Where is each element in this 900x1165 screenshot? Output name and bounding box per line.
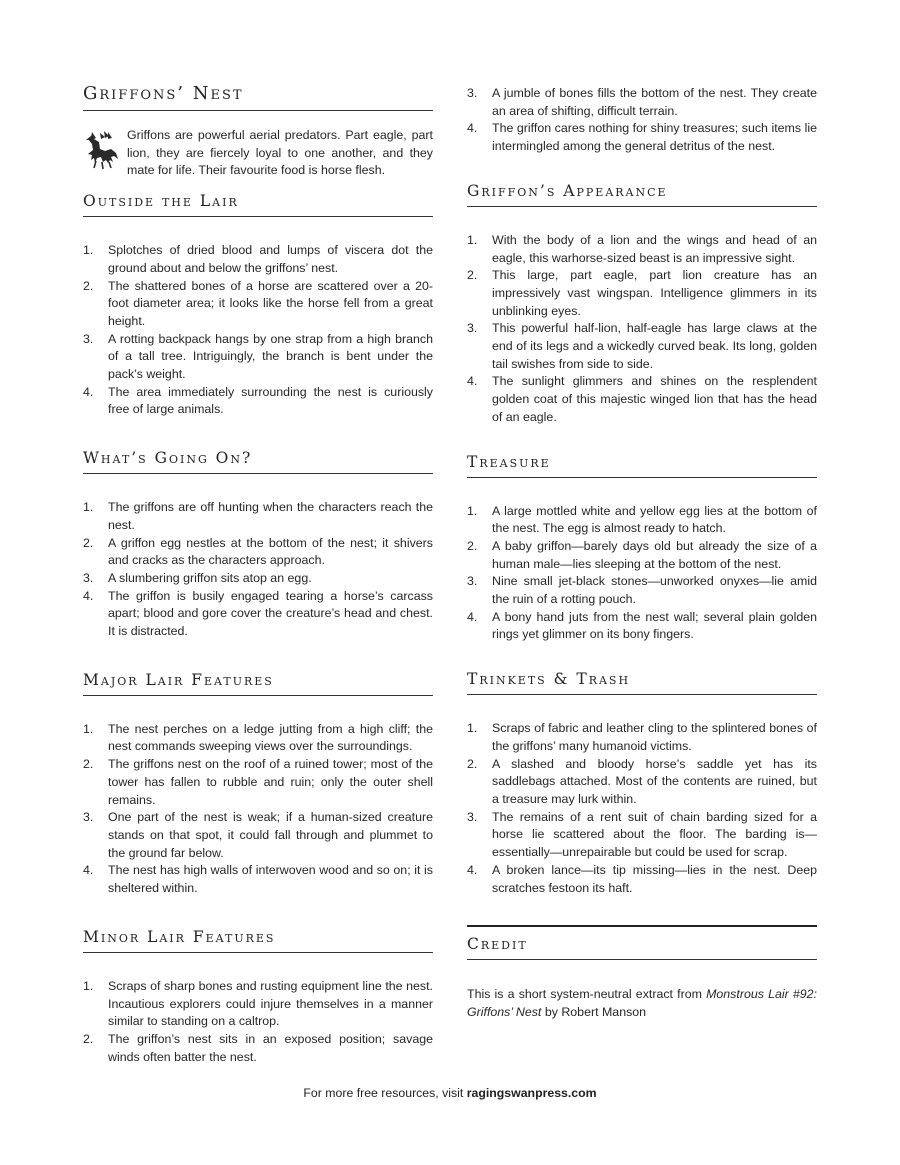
list-item: 4. The nest has high walls of interwoven wood and so on; it is sheltered within. (83, 863, 433, 896)
section-heading: Griffon’s Appearance (467, 182, 817, 207)
section-heading: What’s Going On? (83, 449, 433, 474)
section-heading: Major Lair Features (83, 671, 433, 696)
list-item: 3. This powerful half-lion, half-eagle has large claws at the end of its legs and a wickedly curved beak. Its long, golden tail swishes from side to side. (467, 321, 817, 371)
list-item: 2. This large, part eagle, part lion creature has an impressively vast wingspan. Intelligence glimmers in its unblinking eyes. (467, 268, 817, 318)
left-column (83, 80, 433, 1066)
section-whats-going-on (83, 449, 433, 641)
section-credit (467, 925, 817, 1021)
list-item: 1. The nest perches on a ledge jutting from a high cliff; the nest commands sweeping views over the surroundings. (83, 721, 433, 754)
list (467, 720, 817, 897)
credit-text: This is a short system-neutral extract from Monstrous Lair #92: Griffons’ Nest by Robert Manson (467, 987, 818, 1019)
intro-text: Griffons are powerful aerial predators. Part eagle, part lion, they are fiercely loyal to one another, and they mate for life. Their favourite food is horse flesh. (127, 128, 433, 178)
list-item: 4. The sunlight glimmers and shines on the resplendent golden coat of this majestic winged lion that has the head of an eagle. (467, 374, 817, 424)
section-trinkets-and-trash (467, 670, 817, 897)
list-item: 1. With the body of a lion and the wings and head of an eagle, this warhorse-sized beast is an impressive sight. (467, 232, 817, 265)
section-heading: Outside the Lair (83, 192, 433, 217)
list (83, 242, 433, 419)
list (83, 499, 433, 641)
intro (83, 127, 433, 180)
section-griffons-appearance (467, 182, 817, 427)
list-item: 1. Splotches of dried blood and lumps of viscera dot the ground about and below the griffons’ nest. (83, 243, 433, 275)
list (83, 721, 433, 898)
list-item: 4. The griffon cares nothing for shiny treasures; such items lie intermingled among the general detritus of the nest. (467, 121, 817, 154)
section-major-lair-features (83, 671, 433, 898)
list-item: 3. A slumbering griffon sits atop an egg. (83, 570, 312, 585)
right-column (467, 85, 817, 1022)
list-item: 3. A rotting backpack hangs by one strap from a high branch of a tall tree. Intriguingly, the branch is bent under the pack’s weight. (83, 331, 433, 382)
list-item: 3. A jumble of bones fills the bottom of the nest. They create an area of shifting, difficult terrain. (467, 86, 817, 118)
list-item: 3. Nine small jet-black stones—unworked onyxes—lie amid the ruin of a rotting pouch. (467, 574, 817, 607)
list (467, 503, 817, 645)
section-heading: Trinkets & Trash (467, 670, 817, 695)
list-item: 1. Scraps of sharp bones and rusting equipment line the nest. Incautious explorers could injure themselves in a manner similar to standing on a caltrop. (83, 978, 433, 1029)
list-item: 2. A baby griffon—barely days old but already the size of a human male—lies sleeping at the bottom of the nest. (467, 538, 817, 571)
list-item: 4. A bony hand juts from the nest wall; several plain golden rings yet glimmer on its bony fingers. (467, 609, 817, 642)
list (83, 978, 433, 1067)
list-item: 4. The griffon is busily engaged tearing a horse’s carcass apart; blood and gore cover the creature’s head and chest. It is distracted. (83, 588, 433, 639)
section-heading: Treasure (467, 453, 817, 478)
list-item: 4. A broken lance—its tip missing—lies in the nest. Deep scratches festoon its haft. (467, 862, 817, 895)
list-item: 1. Scraps of fabric and leather cling to the splintered bones of the griffons’ many humanoid victims. (467, 721, 817, 753)
section-minor-lair-features (83, 928, 433, 1067)
list-item: 2. The shattered bones of a horse are scattered over a 20-foot diameter area; it looks like the horse fell from a great height. (83, 278, 433, 328)
section-treasure (467, 453, 817, 645)
list-item: 2. A griffon egg nestles at the bottom of the nest; it shivers and cracks as the characters approach. (83, 535, 433, 568)
list-item: 2. The griffons nest on the roof of a ruined tower; most of the tower has fallen to rubble and ruin; only the outer shell remains. (83, 757, 433, 807)
griffon-icon (83, 127, 121, 171)
section-outside-the-lair (83, 192, 433, 419)
list-item: 2. The griffon’s nest sits in an exposed position; savage winds often batter the nest. (83, 1031, 433, 1064)
list (467, 232, 817, 427)
section-heading: Credit (467, 925, 817, 960)
list-item: 1. A large mottled white and yellow egg lies at the bottom of the nest. The egg is almost ready to hatch. (467, 503, 817, 536)
list-item: 3. The remains of a rent suit of chain barding sized for a horse lie scattered about the floor. The barding is—essentially—unrepairable but could be used for scrap. (467, 809, 817, 860)
list-continued (467, 85, 817, 156)
page-title: Griffons’ Nest (83, 83, 433, 111)
list-item: 1. The griffons are off hunting when the characters reach the nest. (83, 500, 433, 532)
list-item: 3. One part of the nest is weak; if a human-sized creature stands on that spot, it could fall through and plummet to the ground far below. (83, 810, 433, 860)
book-title: Monstrous Lair #92: Griffons’ Nest (467, 987, 818, 1019)
section-heading: Minor Lair Features (83, 928, 433, 953)
footer: For more free resources, visit ragingswanpress.com (303, 1086, 597, 1100)
list-item: 4. The area immediately surrounding the nest is curiously free of large animals. (83, 384, 433, 417)
list-item: 2. A slashed and bloody horse’s saddle yet has its saddlebags attached. Most of the contents are ruined, but a treasure may lurk within. (467, 756, 817, 806)
footer-link[interactable]: ragingswanpress.com (466, 1086, 597, 1100)
